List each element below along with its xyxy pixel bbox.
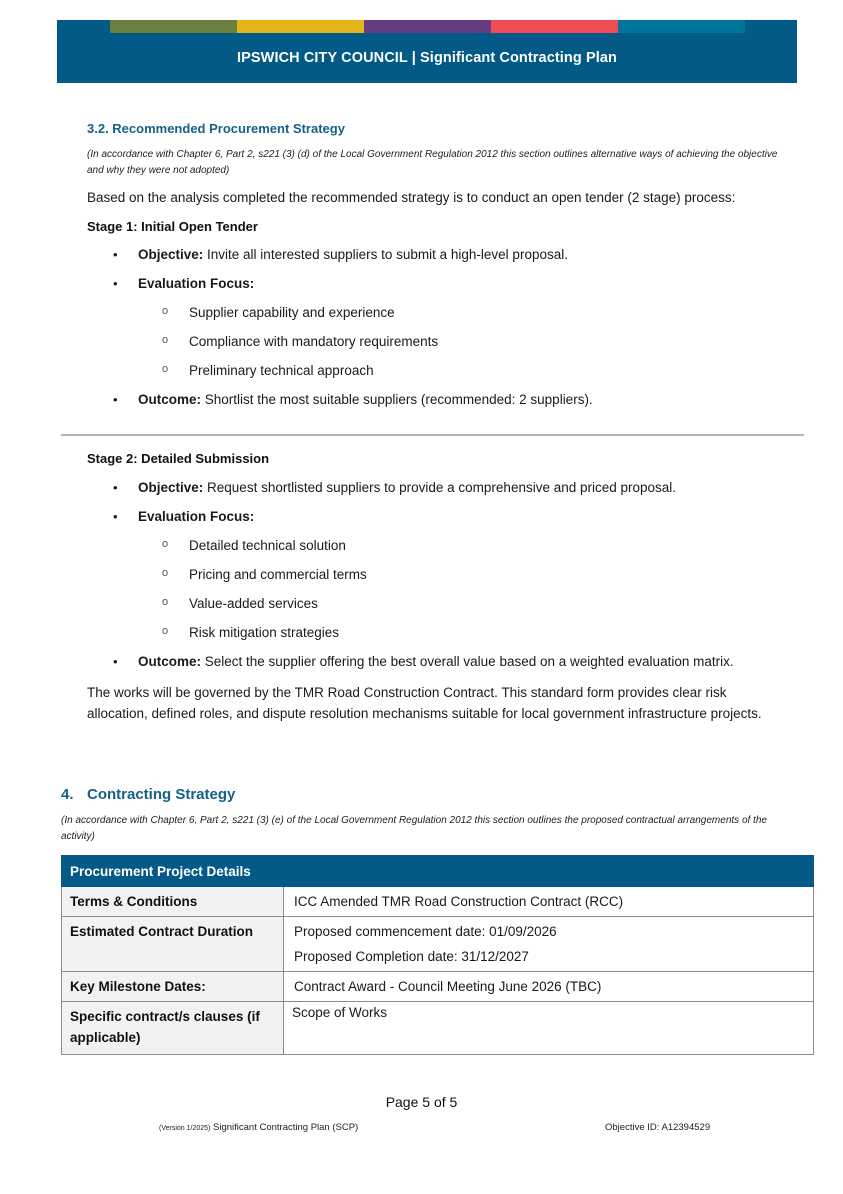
row-label: Specific contract/s clauses (if applicable): [62, 1002, 284, 1055]
focus-item-text: Supplier capability and experience: [189, 305, 395, 320]
value-line: Proposed Completion date: 31/12/2027: [294, 949, 529, 964]
row-label: Key Milestone Dates:: [62, 972, 284, 1002]
table-row: [62, 972, 814, 1002]
objective-text: Request shortlisted suppliers to provide a comprehensive and priced proposal.: [203, 480, 677, 495]
table-row: [62, 1002, 814, 1055]
focus-item-text: Pricing and commercial terms: [189, 567, 367, 582]
circle-bullet-icon: o: [162, 363, 169, 375]
stripe-red: [491, 20, 618, 33]
footer-document-name: [159, 1122, 358, 1133]
section-3-2-heading: 3.2. Recommended Procurement Strategy: [87, 121, 345, 136]
objective-text: Invite all interested suppliers to submit a high-level proposal.: [203, 247, 568, 262]
row-label: Terms & Conditions: [62, 887, 284, 917]
section-number: 4.: [61, 786, 74, 803]
table-header: Procurement Project Details: [62, 856, 814, 887]
stripe-purple: [364, 20, 491, 33]
section-4-heading: [61, 786, 235, 803]
row-value: [284, 887, 814, 917]
outcome-text: Shortlist the most suitable suppliers (recommended: 2 suppliers).: [201, 392, 593, 407]
outcome-text: Select the supplier offering the best overall value based on a weighted evaluation matrix.: [201, 654, 734, 669]
circle-bullet-icon: o: [162, 567, 169, 579]
footer-version: (Version 1/2025): [159, 1125, 211, 1132]
focus-item-text: Value-added services: [189, 596, 318, 611]
outcome-label: Outcome:: [138, 392, 202, 407]
page-number: Page 5 of 5: [385, 1094, 458, 1110]
evaluation-focus-label: Evaluation Focus:: [138, 509, 255, 524]
row-value: [284, 972, 814, 1002]
evaluation-focus-label: Evaluation Focus:: [138, 276, 255, 291]
footer-objective-id: Objective ID: A12394529: [605, 1122, 711, 1133]
bullet-icon: •: [113, 276, 118, 291]
stripe-green: [110, 20, 237, 33]
circle-bullet-icon: o: [162, 538, 169, 550]
value-line: Contract Award - Council Meeting June 2026 (TBC): [294, 979, 602, 994]
row-value: [284, 917, 814, 972]
section-3-2-closing-paragraph: The works will be governed by the TMR Road Construction Contract. This standard form provides clear risk allocation, defined roles, and dispute resolution mechanisms suitable for local government infrastructure projects.: [87, 685, 762, 721]
circle-bullet-icon: o: [162, 596, 169, 608]
focus-item-text: Preliminary technical approach: [189, 363, 374, 378]
bullet-icon: •: [113, 392, 118, 407]
circle-bullet-icon: o: [162, 625, 169, 637]
table-row: [62, 917, 814, 972]
value-line: ICC Amended TMR Road Construction Contract (RCC): [294, 894, 624, 909]
brand-color-stripes: [110, 20, 745, 33]
document-header-banner: [57, 20, 797, 83]
section-3-2-note: (In accordance with Chapter 6, Part 2, s221 (3) (d) of the Local Government Regulation 2012 this section outlines alternative ways of achieving the objective and why they were not adopted): [87, 149, 778, 176]
outcome-label: Outcome:: [138, 654, 202, 669]
row-value: [284, 1002, 814, 1055]
stage-2-title: Stage 2: Detailed Submission: [87, 451, 270, 466]
circle-bullet-icon: o: [162, 334, 169, 346]
section-3-2-intro: Based on the analysis completed the recommended strategy is to conduct an open tender (2 stage) process:: [87, 190, 736, 205]
bullet-icon: •: [113, 247, 118, 262]
objective-label: Objective:: [138, 247, 204, 262]
horizontal-divider: [61, 434, 804, 436]
section-title: Contracting Strategy: [87, 786, 236, 803]
value-line: Scope of Works: [292, 1005, 388, 1020]
document-title: IPSWICH CITY COUNCIL | Significant Contracting Plan: [236, 50, 617, 66]
stripe-yellow: [237, 20, 364, 33]
table-row: [62, 887, 814, 917]
procurement-details-table: [61, 855, 814, 1055]
objective-label: Objective:: [138, 480, 204, 495]
footer-doc-title: Significant Contracting Plan (SCP): [210, 1122, 359, 1133]
section-4-note: (In accordance with Chapter 6, Part 2, s221 (3) (e) of the Local Government Regulation 2012 this section outlines the proposed contractual arrangements of the activity): [61, 815, 767, 842]
focus-item-text: Risk mitigation strategies: [189, 625, 340, 640]
bullet-icon: •: [113, 480, 118, 495]
bullet-icon: •: [113, 509, 118, 524]
focus-item-text: Detailed technical solution: [189, 538, 346, 553]
stripe-teal: [618, 20, 745, 33]
value-line: Proposed commencement date: 01/09/2026: [294, 924, 557, 939]
focus-item-text: Compliance with mandatory requirements: [189, 334, 439, 349]
bullet-icon: •: [113, 654, 118, 669]
stage-1-title: Stage 1: Initial Open Tender: [87, 219, 258, 234]
circle-bullet-icon: o: [162, 305, 169, 317]
row-label: Estimated Contract Duration: [62, 917, 284, 972]
